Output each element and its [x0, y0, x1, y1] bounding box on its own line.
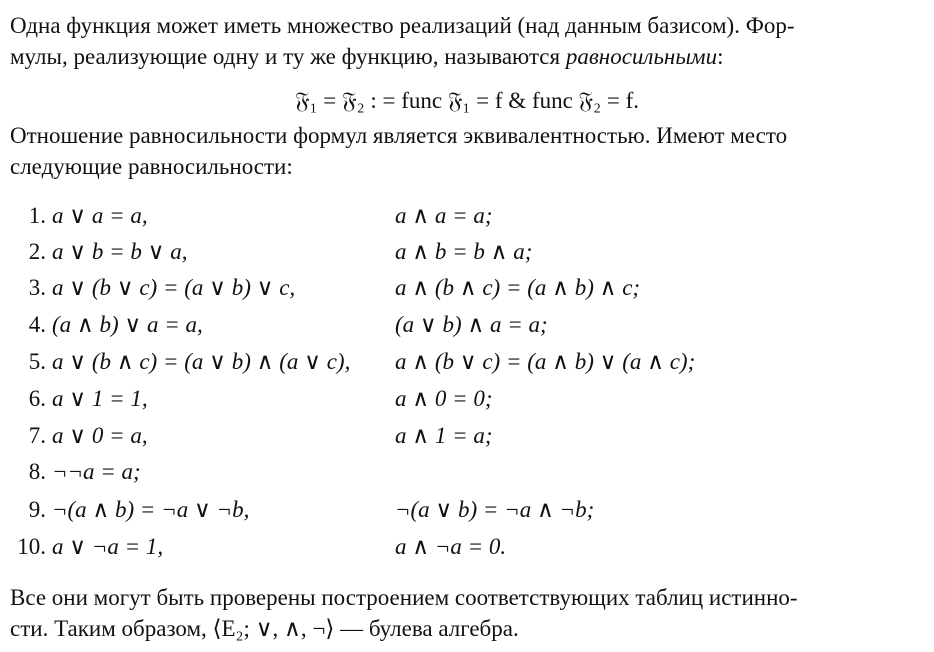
equivalence-row-10 — [0, 530, 934, 564]
equivalence-row-5 — [0, 345, 934, 379]
equivalence-row-7 — [0, 419, 934, 453]
equivalence-row-3 — [0, 271, 934, 305]
equivalence-row-9 — [0, 493, 934, 527]
equivalence-left: (a ∧ b) ∨ a = a, — [52, 312, 203, 337]
intro-line-2 — [10, 41, 926, 72]
equivalence-row-2 — [0, 235, 934, 269]
equivalence-right: ¬(a ∨ b) = ¬a ∧ ¬b; — [395, 497, 595, 522]
statement-paragraph — [10, 120, 926, 182]
equivalence-number: 6. — [28, 386, 46, 411]
definition-formula: 𝔉₁ = 𝔉₂ : = func 𝔉₁ = f & func 𝔉₂ = f. — [294, 88, 640, 113]
equivalence-row-4 — [0, 308, 934, 342]
intro-paragraph — [10, 10, 926, 72]
conclusion-line-1: Все они могут быть проверены построением соответствующих таблиц истинно- — [10, 585, 798, 610]
equivalence-number: 9. — [28, 497, 46, 522]
equivalence-left: a ∨ b = b ∨ a, — [52, 239, 188, 264]
equivalence-right: a ∧ ¬a = 0. — [395, 534, 507, 559]
equivalence-left: a ∨ ¬a = 1, — [52, 534, 164, 559]
equivalence-left: a ∨ 1 = 1, — [52, 386, 148, 411]
equivalence-number: 5. — [28, 349, 46, 374]
intro-line-1: Одна функция может иметь множество реализаций (над данным базисом). Фор- — [10, 13, 795, 38]
equivalence-right: a ∧ 0 = 0; — [395, 386, 493, 411]
equivalence-left: a ∨ a = a, — [52, 203, 148, 228]
equivalence-number: 2. — [28, 239, 46, 264]
equivalence-number: 4. — [28, 312, 46, 337]
equivalence-right: (a ∨ b) ∧ a = a; — [395, 312, 548, 337]
conclusion-line-2: сти. Таким образом, ⟨E₂; ∨, ∧, ¬⟩ — булева алгебра. — [10, 616, 519, 641]
equivalence-left: ¬(a ∧ b) = ¬a ∨ ¬b, — [52, 497, 250, 522]
equivalence-left: a ∨ (b ∨ c) = (a ∨ b) ∨ c, — [52, 275, 296, 300]
equivalence-number: 3. — [28, 275, 46, 300]
statement-line-1: Отношение равносильности формул является эквивалентностью. Имеют место — [10, 123, 788, 148]
equivalence-right: a ∧ (b ∧ c) = (a ∧ b) ∧ c; — [395, 275, 641, 300]
equivalence-left: a ∨ 0 = a, — [52, 423, 148, 448]
equivalence-number: 1. — [28, 203, 46, 228]
statement-line-2: следующие равносильности: — [10, 154, 293, 179]
intro-line-2-text: мулы, реализующие одну и ту же функцию, называются — [10, 44, 566, 69]
equivalence-row-6 — [0, 382, 934, 416]
equivalence-left: ¬¬a = a; — [52, 459, 141, 484]
equivalence-right: a ∧ b = b ∧ a; — [395, 239, 533, 264]
equivalence-right: a ∧ a = a; — [395, 203, 493, 228]
equivalence-left: a ∨ (b ∧ c) = (a ∨ b) ∧ (a ∨ c), — [52, 349, 351, 374]
conclusion-paragraph — [10, 582, 926, 644]
equivalence-number: 10. — [17, 534, 46, 559]
equivalence-row-1 — [0, 199, 934, 233]
equivalence-right: a ∧ (b ∨ c) = (a ∧ b) ∨ (a ∧ c); — [395, 349, 696, 374]
term-ravnosilnymi: равносильными — [565, 44, 718, 69]
equivalence-number: 7. — [28, 423, 46, 448]
equivalence-number: 8. — [28, 459, 46, 484]
equivalence-row-8 — [0, 455, 934, 489]
intro-line-2-end: : — [717, 44, 724, 69]
equivalence-right: a ∧ 1 = a; — [395, 423, 493, 448]
